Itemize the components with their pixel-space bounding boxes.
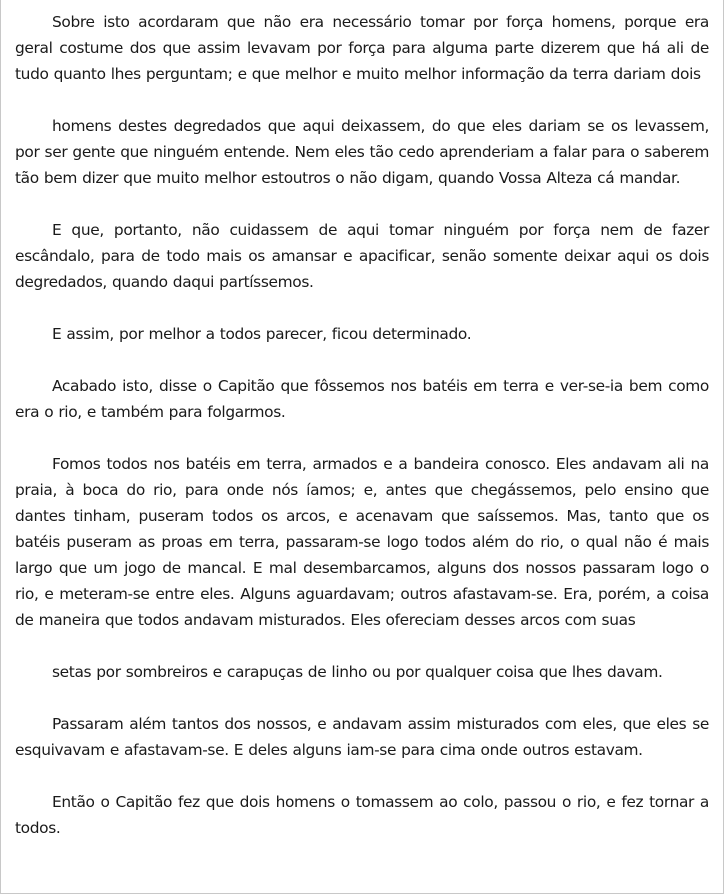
paragraph: E que, portanto, não cuidassem de aqui tomar ninguém por força nem de fazer escândalo, para de todo mais os amansar e apacificar, senão somente deixar aqui os dois degredados, quando daqui partíssemos. xyxy=(15,221,709,291)
paragraph: Então o Capitão fez que dois homens o tomassem ao colo, passou o rio, e fez tornar a todos. xyxy=(15,793,709,837)
document-body xyxy=(15,9,709,867)
paragraph: Passaram além tantos dos nossos, e andavam assim misturados com eles, que eles se esquivavam e afastavam-se. E deles alguns iam-se para cima onde outros estavam. xyxy=(15,715,709,759)
paragraph: Fomos todos nos batéis em terra, armados e a bandeira conosco. Eles andavam ali na praia, à boca do rio, para onde nós íamos; e, antes que chegássemos, pelo ensino que dantes tinham, puseram todos os arcos, e acenavam que saíssemos. Mas, tanto que os batéis puseram as proas em terra, passaram-se logo todos além do rio, o qual não é mais largo que um jogo de mancal. E mal desembarcamos, alguns dos nossos passaram logo o rio, e meteram-se entre eles. Alguns aguardavam; outros afastavam-se. Era, porém, a coisa de maneira que todos andavam misturados. Eles ofereciam desses arcos com suas xyxy=(15,455,709,629)
paragraph: E assim, por melhor a todos parecer, ficou determinado. xyxy=(52,325,472,343)
paragraph: Sobre isto acordaram que não era necessário tomar por força homens, porque era geral costume dos que assim levavam por força para alguma parte dizerem que há ali de tudo quanto lhes perguntam; e que melhor e muito melhor informação da terra dariam dois xyxy=(15,13,709,83)
paragraph: homens destes degredados que aqui deixassem, do que eles dariam se os levassem, por ser gente que ninguém entende. Nem eles tão cedo aprenderiam a falar para o saberem tão bem dizer que muito melhor estoutros o não digam, quando Vossa Alteza cá mandar. xyxy=(15,117,709,187)
paragraph: Acabado isto, disse o Capitão que fôssemos nos batéis em terra e ver-se-ia bem como era o rio, e também para folgarmos. xyxy=(15,377,709,421)
paragraph: setas por sombreiros e carapuças de linho ou por qualquer coisa que lhes davam. xyxy=(52,663,663,681)
